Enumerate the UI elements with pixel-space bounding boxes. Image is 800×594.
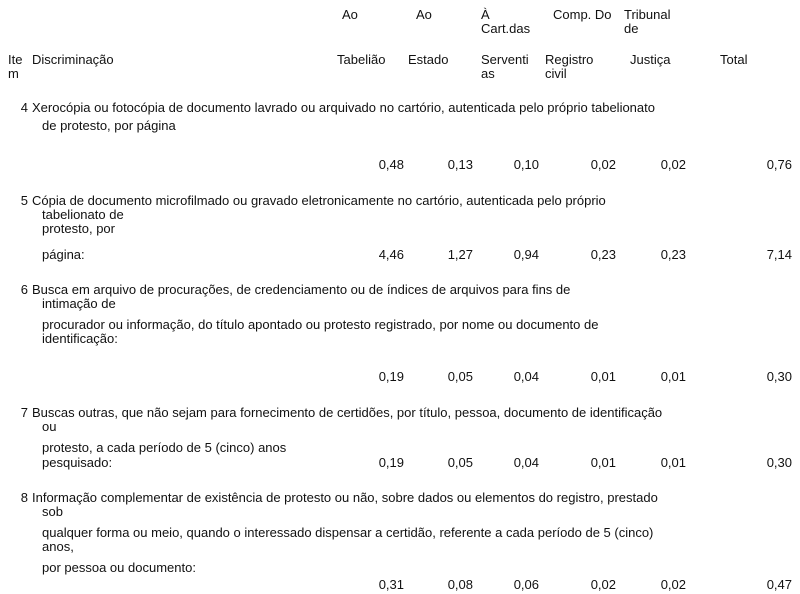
value-justica: 0,02	[660, 577, 686, 592]
item-description-line: anos,	[42, 539, 74, 554]
item-description-line: pesquisado:	[42, 455, 113, 470]
item-description-line: Busca em arquivo de procurações, de credenciamento ou de índices de arquivos para fins de	[32, 282, 571, 297]
item-description-line: identificação:	[42, 331, 118, 346]
value-estado: 0,05	[447, 455, 473, 470]
value-registro-civil: 0,01	[590, 369, 616, 384]
item-description-line: ou	[42, 419, 57, 434]
value-estado: 0,08	[447, 577, 473, 592]
header-cart-top: À Cart.das	[481, 7, 531, 36]
header-tabeliao-top: Ao	[342, 7, 358, 22]
value-justica: 0,01	[660, 369, 686, 384]
item-number: 6	[20, 282, 28, 297]
value-serventias: 0,94	[513, 247, 539, 262]
value-tabeliao: 0,19	[378, 455, 404, 470]
item-description-line: página:	[42, 247, 85, 262]
item-description-line: tabelionato de	[42, 207, 124, 222]
value-total: 0,76	[766, 157, 792, 172]
value-serventias: 0,04	[513, 369, 539, 384]
value-serventias: 0,10	[513, 157, 539, 172]
item-description-line: protesto, por	[42, 221, 115, 236]
value-justica: 0,23	[660, 247, 686, 262]
item-number: 7	[20, 405, 28, 420]
header-discriminacao: Discriminação	[32, 52, 114, 67]
item-description-line: de protesto, por página	[42, 118, 176, 133]
header-item: Ite m	[8, 52, 23, 81]
item-description-line: qualquer forma ou meio, quando o interessado dispensar a certidão, referente a cada período de 5 (cinco)	[42, 525, 654, 540]
header-estado-top: Ao	[416, 7, 432, 22]
value-justica: 0,02	[660, 157, 686, 172]
item-description-line: Buscas outras, que não sejam para fornecimento de certidões, por título, pessoa, documento de identificação	[32, 405, 663, 420]
value-registro-civil: 0,02	[590, 157, 616, 172]
header-registro-civil: Registro civil	[545, 52, 594, 81]
item-description-line: procurador ou informação, do título apontado ou protesto registrado, por nome ou documento de	[42, 317, 599, 332]
value-estado: 0,05	[447, 369, 473, 384]
item-description-line: Xerocópia ou fotocópia de documento lavrado ou arquivado no cartório, autenticada pelo próprio tabelionato	[32, 100, 655, 115]
item-description-line: Informação complementar de existência de protesto ou não, sobre dados ou elementos do registro, prestado	[32, 490, 658, 505]
value-justica: 0,01	[660, 455, 686, 470]
header-comp-top: Comp. Do	[553, 7, 612, 22]
header-serventias: Serventi as	[481, 52, 529, 81]
header-tabeliao: Tabelião	[337, 52, 386, 67]
value-registro-civil: 0,01	[590, 455, 616, 470]
value-total: 7,14	[766, 247, 792, 262]
value-tabeliao: 0,19	[378, 369, 404, 384]
value-total: 0,30	[766, 455, 792, 470]
item-description-line: por pessoa ou documento:	[42, 560, 196, 575]
value-serventias: 0,06	[513, 577, 539, 592]
value-serventias: 0,04	[513, 455, 539, 470]
value-tabeliao: 0,48	[378, 157, 404, 172]
value-total: 0,47	[766, 577, 792, 592]
value-estado: 0,13	[447, 157, 473, 172]
value-registro-civil: 0,02	[590, 577, 616, 592]
item-number: 8	[20, 490, 28, 505]
item-description-line: protesto, a cada período de 5 (cinco) anos	[42, 440, 287, 455]
value-tabeliao: 0,31	[378, 577, 404, 592]
item-description-line: sob	[42, 504, 63, 519]
value-registro-civil: 0,23	[590, 247, 616, 262]
header-justica: Justiça	[630, 52, 671, 67]
item-number: 5	[20, 193, 28, 208]
item-number: 4	[20, 100, 28, 115]
header-estado: Estado	[408, 52, 449, 67]
header-tribunal-top: Tribunal de	[624, 7, 671, 36]
item-description-line: Cópia de documento microfilmado ou gravado eletronicamente no cartório, autenticada pelo próprio	[32, 193, 606, 208]
value-tabeliao: 4,46	[378, 247, 404, 262]
item-description-line: intimação de	[42, 296, 116, 311]
value-total: 0,30	[766, 369, 792, 384]
value-estado: 1,27	[447, 247, 473, 262]
header-total: Total	[720, 52, 748, 67]
